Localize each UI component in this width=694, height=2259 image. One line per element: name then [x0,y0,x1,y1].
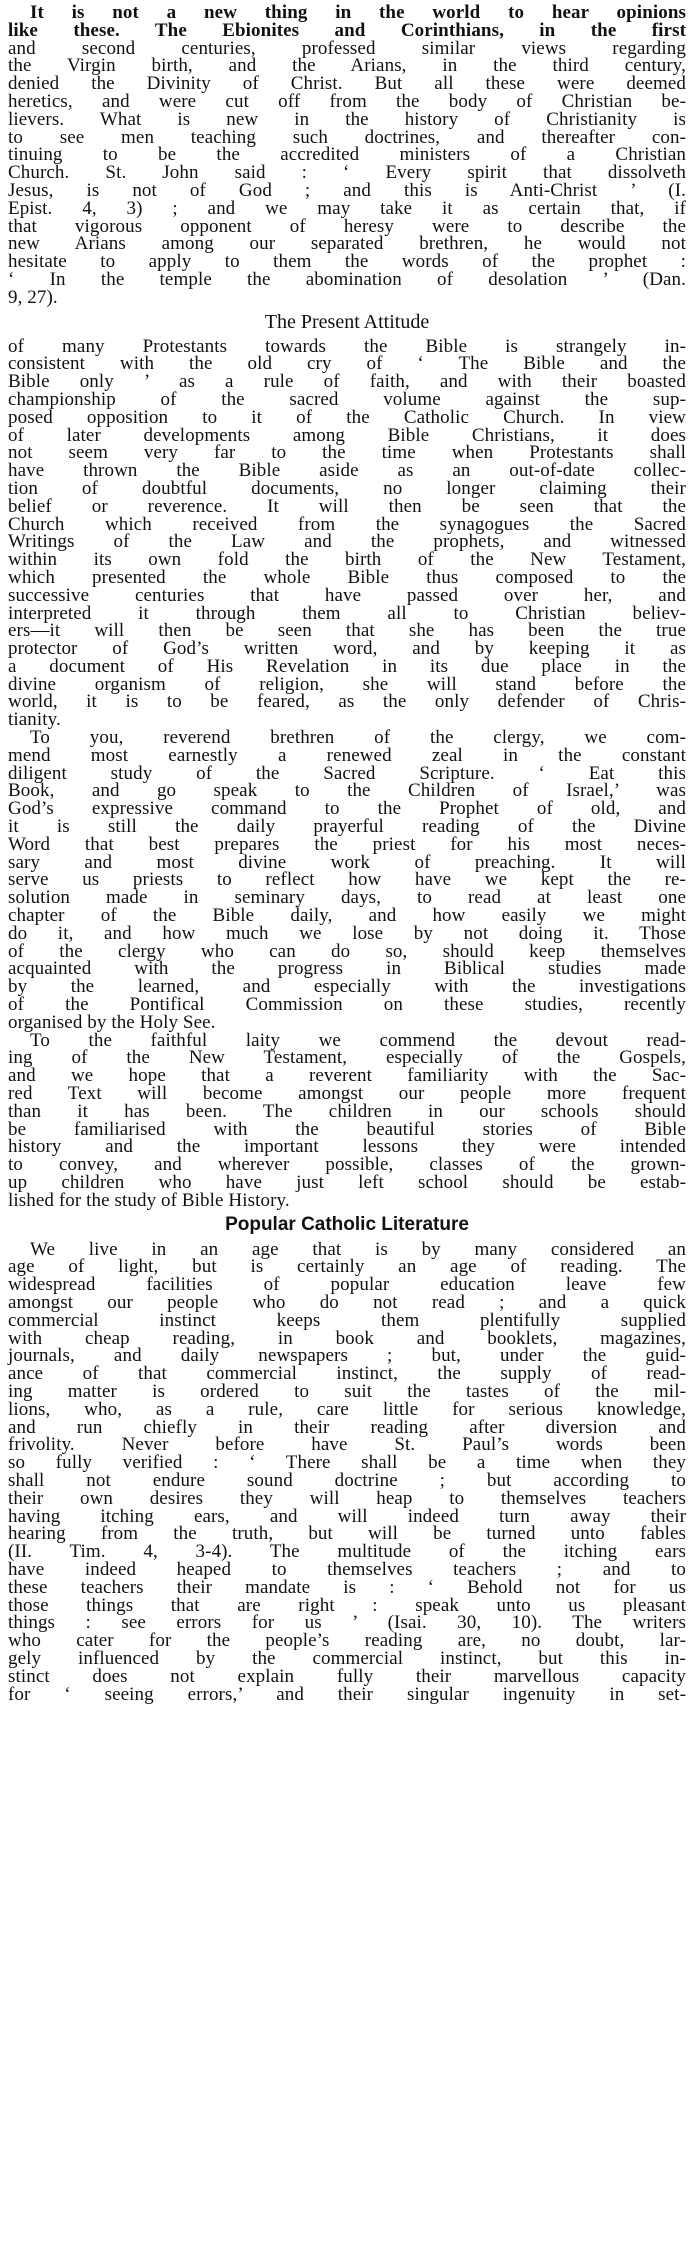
text-line: with cheap reading, in book and booklets, magazines, [8,1327,686,1349]
text-line: It is not a new thing in the world to hear opinions [30,2,686,23]
text-line: new Arians among our separated brethren, he would not [8,233,686,255]
text-line: hesitate to apply to them the words of the prophet : [8,251,686,273]
text-line: for ‘ seeing errors,’ and their singular ingenuity in set- [8,1683,686,1705]
text-line: sary and most divine work of preaching. It will [8,851,686,873]
text-line: (II. Tim. 4, 3-4). The multitude of the itching ears [8,1541,686,1563]
text-line: heretics, and were cut off from the body of Christian be- [8,90,686,112]
text-line: diligent study of the Sacred Scripture. ‘ Eat this [8,762,686,784]
text-line: ing of the New Testament, especially of the Gospels, [8,1047,686,1069]
text-line: God’s expressive command to the Prophet of old, and [8,798,686,820]
text-line: Jesus, is not of God ; and this is Anti-Christ ’ (I. [8,179,686,201]
text-line: ers—it will then be seen that she has been the true [8,620,686,642]
text-line: commercial instinct keeps them plentifully supplied [8,1309,686,1331]
text-line: Word that best prepares the priest for his most neces- [8,833,686,855]
text-line: denied the Divinity of Christ. But all these were deemed [8,73,686,95]
text-line: lions, who, as a rule, care little for serious knowledge, [8,1398,686,1420]
text-line: shall not endure sound doctrine ; but according to [8,1469,686,1491]
section-heading-popular-catholic-literature: Popular Catholic Literature [225,1213,469,1235]
text-line: Writings of the Law and the prophets, and witnessed [8,531,686,553]
text-line: ing matter is ordered to suit the tastes of the mil- [8,1380,686,1402]
text-line: and run chiefly in their reading after diversion and [8,1416,686,1438]
text-line: interpreted it through them all to Christian believ- [8,602,686,624]
text-line: chapter of the Bible daily, and how easily we might [8,905,686,927]
text-line: having itching ears, and will indeed turn away their [8,1505,686,1527]
section-heading-present-attitude: The Present Attitude [264,310,430,333]
text-line: within its own fold the birth of the New Testament, [8,549,686,571]
text-line: up children who have just left school should be estab- [8,1172,686,1193]
text-line: successive centuries that have passed over her, and [8,584,686,606]
text-line: and second centuries, professed similar views regarding [8,37,686,59]
text-line: have thrown the Bible aside as an out-of-date collec- [8,460,686,482]
text-line: to see men teaching such doctrines, and thereafter con- [8,126,686,148]
text-line: age of light, but is certainly an age of reading. The [8,1256,686,1278]
text-line: amongst our people who do not read ; and a quick [8,1291,686,1313]
text-line: posed opposition to it of the Catholic Church. In view [8,406,686,428]
paragraph-present-attitude [8,335,686,731]
newspaper-column [8,4,686,1703]
text-line: to convey, and wherever possible, classes of the grown- [8,1154,686,1176]
text-line: tion of doubtful documents, no longer claiming their [8,477,686,499]
text-line: and we hope that a reverent familiarity with the Sac- [8,1065,686,1087]
text-line: protector of God’s written word, and by keeping it as [8,638,686,660]
text-line: history and the important lessons they were intended [8,1136,686,1158]
text-line: tinuing to be the accredited ministers of a Christian [8,144,686,166]
text-line: tianity. [8,709,61,731]
text-line: so fully verified : ‘ There shall be a time when they [8,1452,686,1474]
text-line: lished for the study of Bible History. [8,1189,290,1211]
text-line: do it, and how much we lose by not doing it. Those [8,922,686,944]
text-line: divine organism of religion, she will stand before the [8,673,686,695]
text-line: To the faithful laity we commend the devout read- [30,1029,686,1051]
text-line: We live in an age that is by many considered an [30,1238,686,1260]
text-line: a document of His Revelation in its due place in the [8,655,686,677]
text-line: Book, and go speak to the Children of Israel,’ was [8,780,686,802]
text-line: Bible only ’ as a rule of faith, and with their boasted [8,371,686,393]
text-line: frivolity. Never before have St. Paul’s words been [8,1434,686,1456]
paragraph-popular-literature [8,1238,686,1705]
text-line: who cater for the people’s reading are, no doubt, lar- [8,1630,686,1652]
text-line: gely influenced by the commercial instinct, but this in- [8,1647,686,1669]
text-line: organised by the Holy See. [8,1011,216,1033]
text-line: these teachers their mandate is : ‘ Behold not for us [8,1576,686,1598]
text-line: their own desires they will heap to themselves teachers [8,1487,686,1509]
text-line: of the clergy who can do so, should keep themselves [8,940,686,962]
paragraph-opening [8,4,686,307]
text-line: of many Protestants towards the Bible is strangely in- [8,335,686,357]
text-line: than it has been. The children in our schools should [8,1100,686,1122]
paragraph-laity [8,1029,686,1211]
text-line: be familiarised with the beautiful stories of Bible [8,1118,686,1140]
text-line: mend most earnestly a renewed zeal in the constant [8,744,686,766]
text-line: To you, reverend brethren of the clergy, we com- [30,727,686,749]
text-line: journals, and daily newspapers ; but, under the guid- [8,1345,686,1367]
paragraph-clergy [8,729,686,1032]
text-line: have indeed heaped to themselves teachers ; and to [8,1558,686,1580]
text-line: of the Pontifical Commission on these studies, recently [8,994,686,1016]
text-line: the Virgin birth, and the Arians, in the third century, [8,55,686,77]
text-line: it is still the daily prayerful reading of the Divine [8,816,686,838]
text-line: stinct does not explain fully their marvellous capacity [8,1665,686,1687]
text-line: things : see errors for us ’ (Isai. 30, 10). The writers [8,1612,686,1634]
text-line: of later developments among Bible Christians, it does [8,424,686,446]
text-line: those things that are right : speak unto us pleasant [8,1594,686,1616]
text-line: solution made in seminary days, to read at least one [8,887,686,909]
text-line: Church. St. John said : ‘ Every spirit that dissolveth [8,162,686,184]
text-line: ‘ In the temple the abomination of desolation ’ (Dan. [8,268,686,290]
text-line: widespread facilities of popular education leave few [8,1274,686,1296]
text-line: serve us priests to reflect how have we kept the re- [8,869,686,891]
text-line: Epist. 4, 3) ; and we may take it as certain that, if [8,197,686,219]
text-line: acquainted with the progress in Biblical studies made [8,958,686,980]
text-line: which presented the whole Bible thus composed to the [8,566,686,588]
text-line: not seem very far to the time when Protestants shall [8,442,686,464]
text-line: 9, 27). [8,286,58,308]
text-line: belief or reverence. It will then be seen that the [8,495,686,517]
text-line: lievers. What is new in the history of Christianity is [8,108,686,130]
text-line: like these. The Ebionites and Corinthians, in the first [8,19,686,41]
text-line: red Text will become amongst our people more frequent [8,1083,686,1105]
text-line: consistent with the old cry of ‘ The Bible and the [8,353,686,375]
text-line: Church which received from the synagogues the Sacred [8,513,686,535]
text-line: that vigorous opponent of heresy were to describe the [8,215,686,237]
text-line: world, it is to be feared, as the only defender of Chris- [8,691,686,713]
text-line: ance of that commercial instinct, the supply of read- [8,1363,686,1385]
text-line: championship of the sacred volume against the sup- [8,388,686,410]
text-line: hearing from the truth, but will be turned unto fables [8,1523,686,1545]
text-line: by the learned, and especially with the investigations [8,976,686,998]
